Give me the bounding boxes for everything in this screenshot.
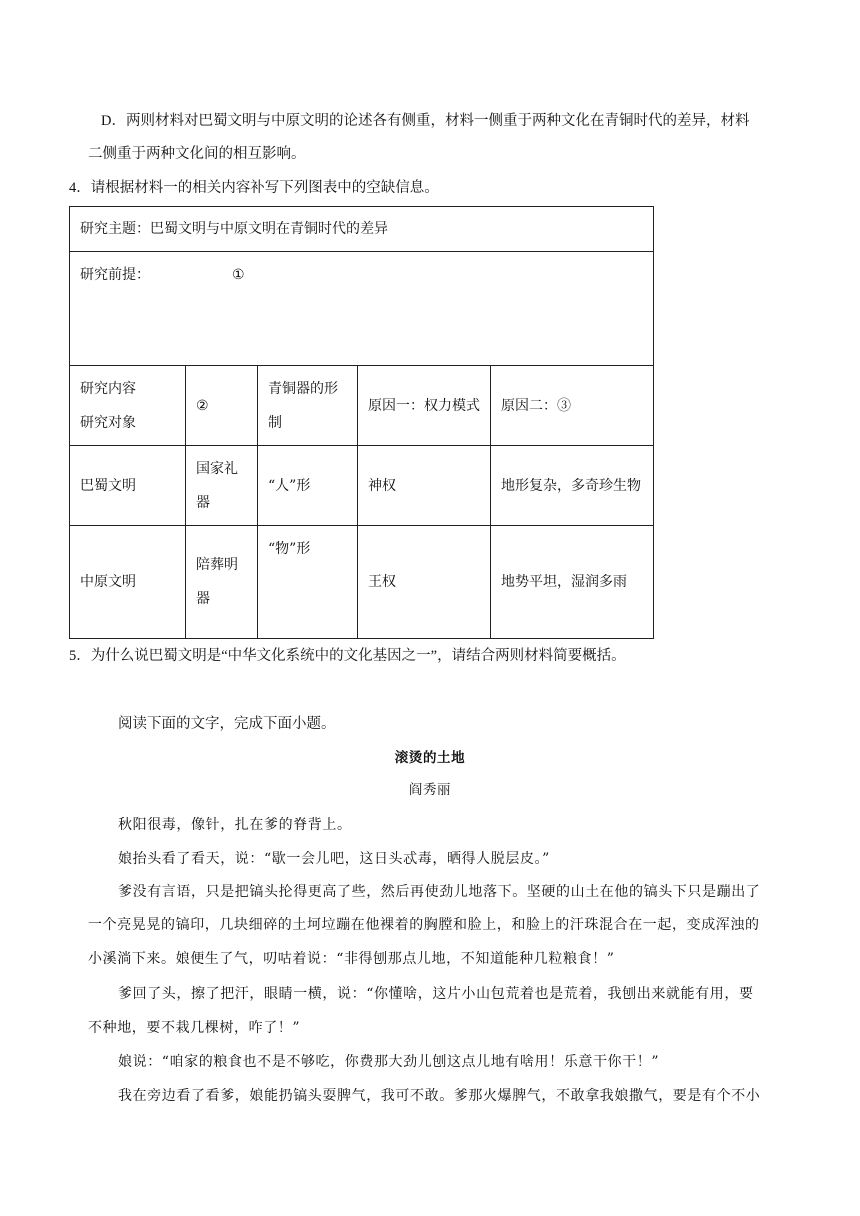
civilization-name: 巴蜀文明 [70, 446, 186, 526]
passage-line: 秋阳很毒，像针，扎在爹的脊背上。 [118, 817, 352, 833]
premise-row [70, 252, 654, 366]
header-row [70, 366, 654, 446]
passage-line: 爹没有言语，只是把镐头抡得更高了些，然后再使劲儿地落下。坚硬的山土在他的镐头下只是蹦出了 [118, 884, 761, 900]
bronze-shape-header-line2: 制 [268, 414, 282, 431]
passage-line: 不种地，要不栽几棵树，咋了！” [88, 1020, 301, 1036]
bronze-use-line2: 器 [196, 494, 210, 511]
research-premise-cell [70, 252, 654, 366]
research-content-label: 研究内容 [80, 380, 136, 397]
option-d-line1: D．两则材料对巴蜀文明与中原文明的论述各有侧重，材料一侧重于两种文化在青铜时代的差异，材料 [101, 113, 750, 129]
bronze-shape-header [258, 366, 358, 446]
bronze-use-line2: 器 [196, 591, 210, 607]
theme-row [70, 207, 654, 252]
bronze-use-cell [186, 446, 258, 526]
power-mode: 王权 [358, 526, 491, 639]
passage-line: 我在旁边看了看爹，娘能扔镐头耍脾气，我可不敢。爹那火爆脾气，不敢拿我娘撒气，要是有个不小 [118, 1088, 761, 1104]
blank-2: ② [186, 366, 258, 446]
header-content-object-cell [70, 366, 186, 446]
environment: 地势平坦，湿润多雨 [491, 526, 654, 639]
option-d-line2: 二侧重于两种文化间的相互影响。 [88, 146, 306, 162]
passage-line: 一个亮晃晃的镐印，几块细碎的土坷垃蹦在他裸着的胸膛和脸上，和脸上的汗珠混合在一起，变成浑浊的 [88, 917, 760, 933]
passage-line: 小溪淌下来。娘便生了气，叨咕着说：“非得刨那点儿地，不知道能种几粒粮食！” [88, 951, 615, 967]
passage-line: 娘抬头看了看天，说：“歇一会儿吧，这日头忒毒，晒得人脱层皮。” [118, 851, 550, 867]
environment: 地形复杂，多奇珍生物 [491, 446, 654, 526]
passage-title: 滚烫的土地 [394, 750, 466, 766]
power-mode: 神权 [358, 446, 491, 526]
reason-1-header: 原因一：权力模式 [358, 366, 491, 446]
blank-1: ① [232, 267, 245, 283]
research-table [69, 206, 654, 639]
passage-line: 娘说：“咱家的粮食也不是不够吃，你费那大劲儿刨这点儿地有啥用！乐意干你干！” [118, 1054, 660, 1070]
bronze-use-line1: 陪葬明 [196, 557, 238, 573]
research-premise-label: 研究前提： [80, 267, 150, 283]
bronze-shape: “物”形 [258, 526, 358, 639]
bronze-shape-header-line1: 青铜器的形 [268, 380, 338, 397]
bronze-use-line1: 国家礼 [196, 460, 238, 477]
bronze-use-cell [186, 526, 258, 639]
civilization-name: 中原文明 [70, 526, 186, 639]
passage-line: 爹回了头，擦了把汗，眼睛一横，说：“你懂啥，这片小山包荒着也是荒着，我刨出来就能有用，要 [118, 986, 754, 1002]
question-4-prompt: 4．请根据材料一的相关内容补写下列图表中的空缺信息。 [69, 180, 439, 196]
passage-author: 阎秀丽 [408, 782, 452, 798]
research-object-label: 研究对象 [80, 414, 136, 431]
reading-instruction: 阅读下面的文字，完成下面小题。 [118, 716, 336, 732]
question-5-prompt: 5．为什么说巴蜀文明是“中华文化系统中的文化基因之一”，请结合两则材料简要概括。 [69, 648, 626, 664]
reason-2-header: 原因二：③ [491, 366, 654, 446]
table-row [70, 446, 654, 526]
research-theme: 研究主题：巴蜀文明与中原文明在青铜时代的差异 [70, 207, 654, 252]
bronze-shape: “人”形 [258, 446, 358, 526]
table-row [70, 526, 654, 639]
